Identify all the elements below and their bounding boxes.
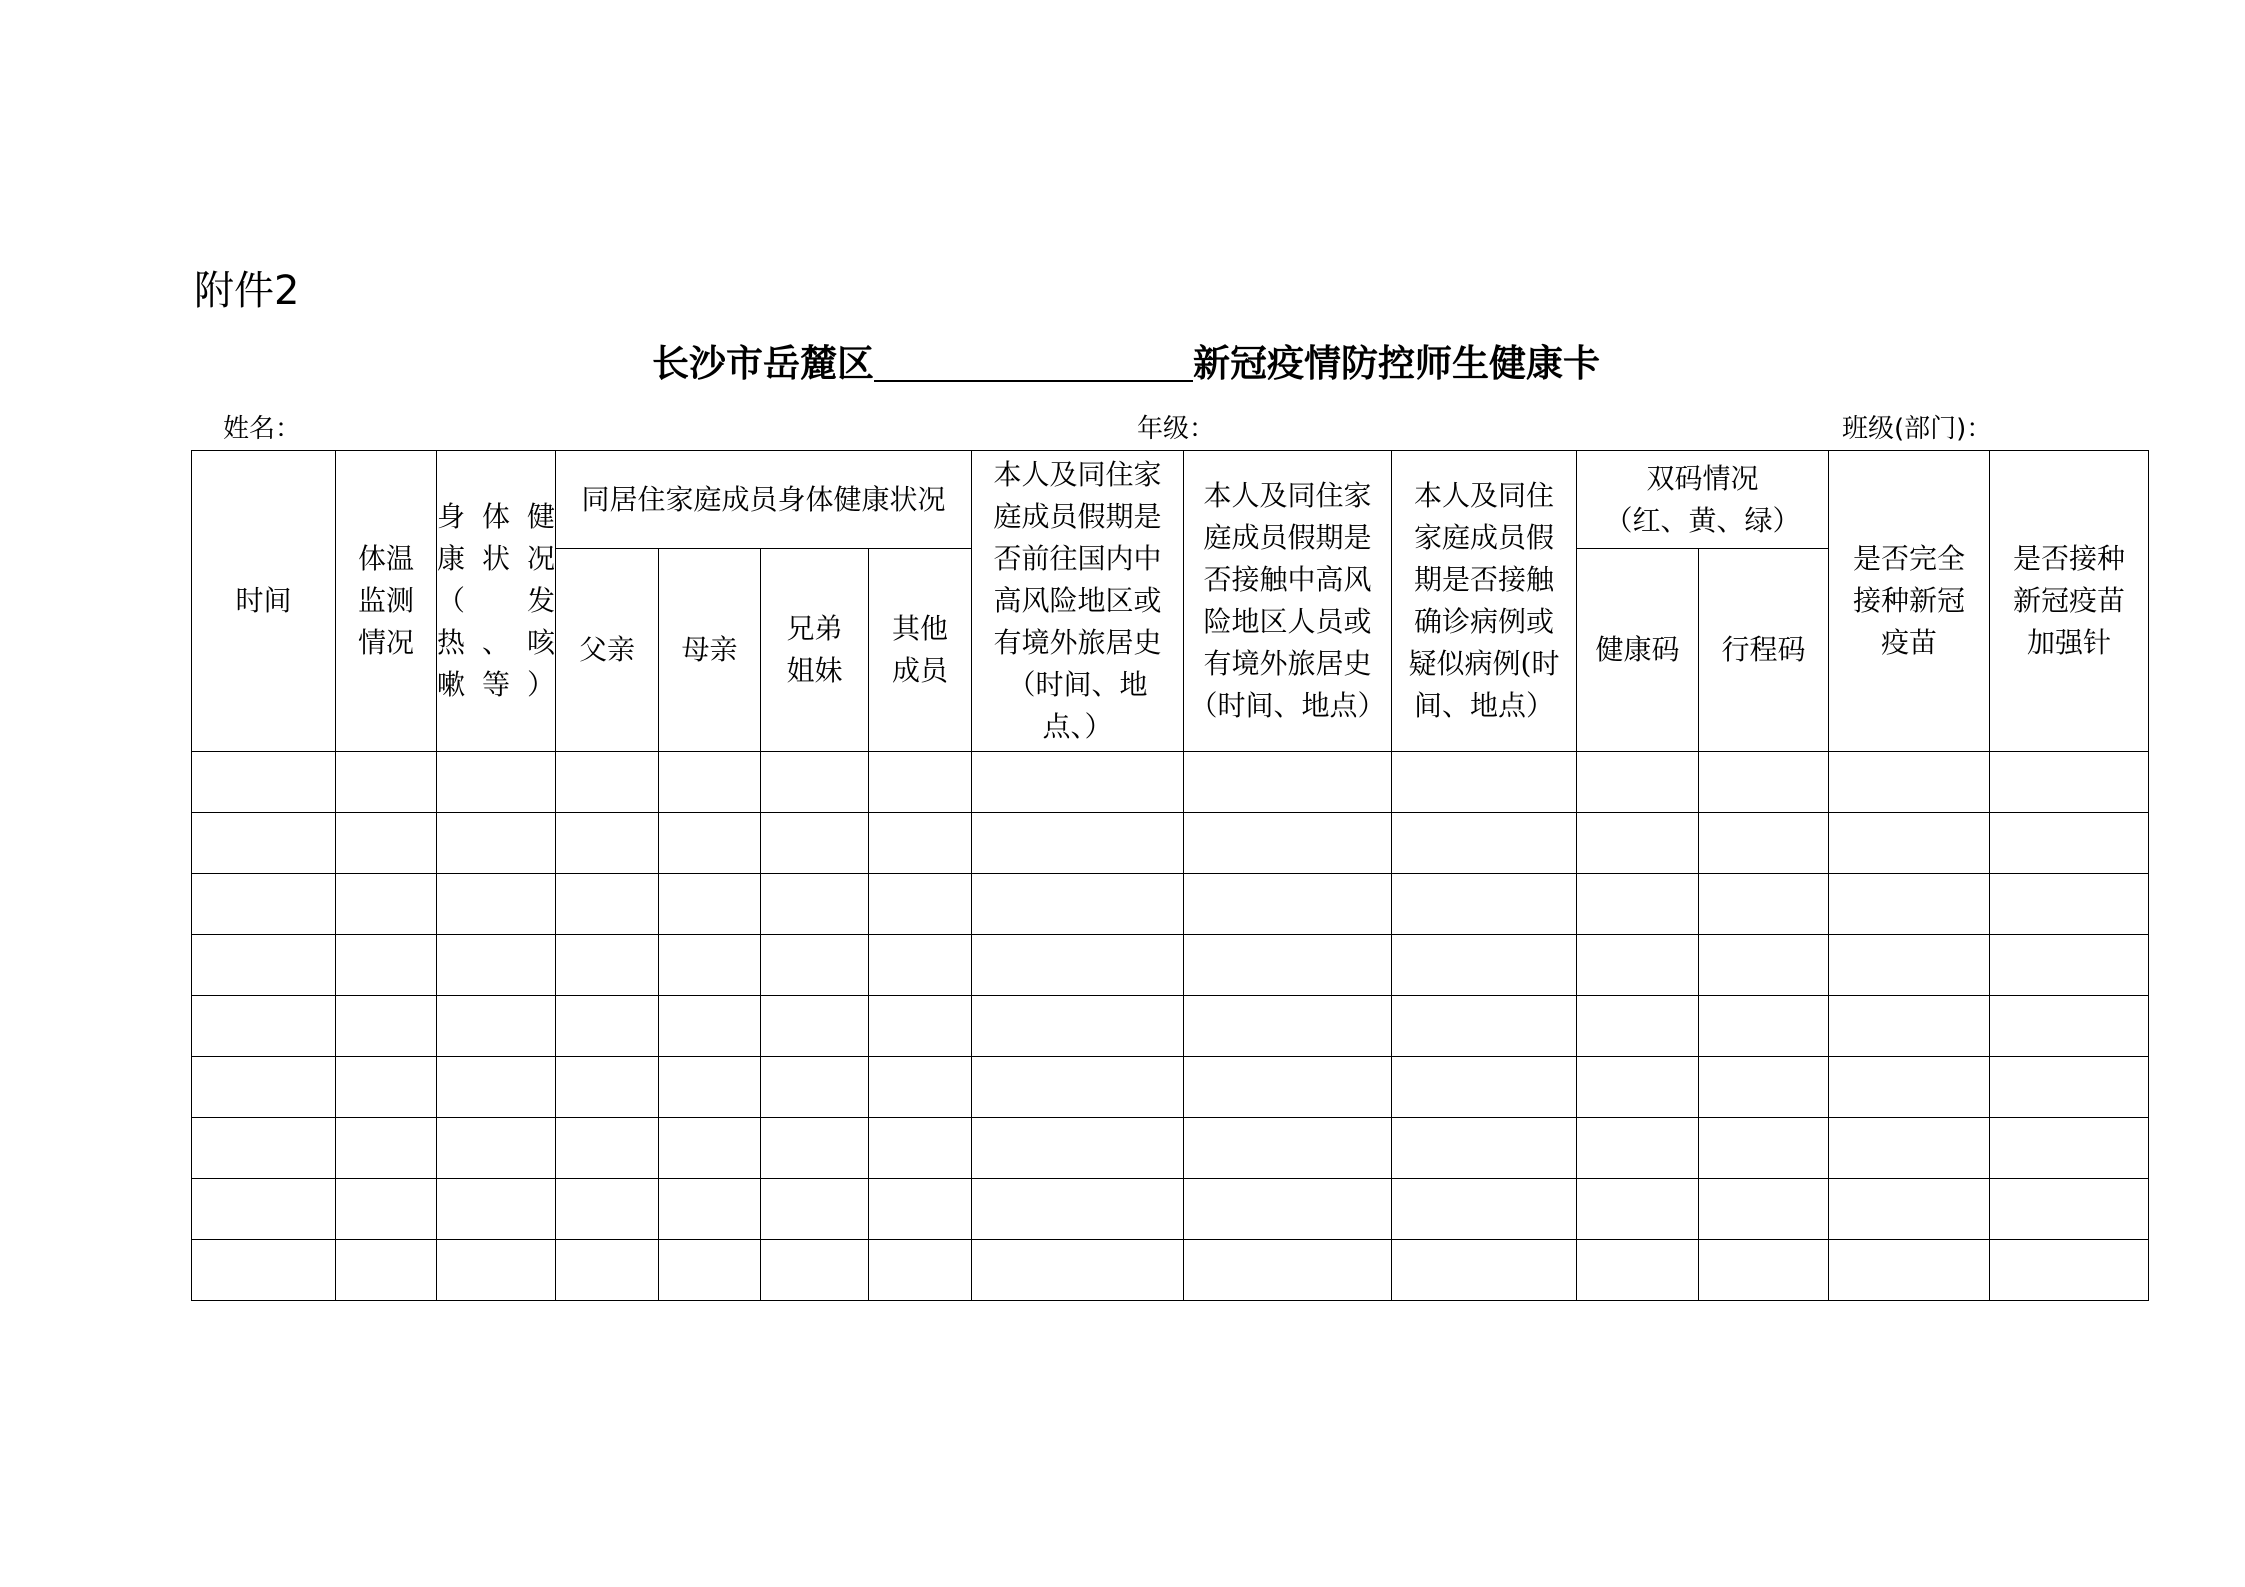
table-cell: [1990, 1118, 2149, 1179]
header-family-group-line: 同居住家庭成员身体健康状况: [581, 482, 946, 516]
table-cell: [437, 996, 556, 1057]
header-high-risk-contact-line: 险地区人员或: [1203, 605, 1372, 638]
table-cell: [1184, 1179, 1392, 1240]
header-time: [192, 451, 336, 752]
table-cell: [659, 752, 761, 813]
table-cell: [1577, 1179, 1699, 1240]
table-cell: [1577, 1057, 1699, 1118]
table-cell: [869, 874, 972, 935]
header-travel-history-line: 高风险地区或: [993, 584, 1162, 617]
table-cell: [192, 874, 336, 935]
table-cell: [1577, 874, 1699, 935]
table-cell: [1699, 1179, 1829, 1240]
header-travel-history-line: （时间、地: [1007, 668, 1148, 701]
table-cell: [659, 996, 761, 1057]
table-cell: [1829, 1179, 1990, 1240]
table-cell: [1392, 1118, 1577, 1179]
table-cell: [1990, 935, 2149, 996]
header-health-code: [1577, 549, 1699, 752]
table-cell: [1829, 1240, 1990, 1301]
table-cell: [761, 1179, 869, 1240]
table-cell: [336, 1179, 437, 1240]
table-cell: [1577, 1118, 1699, 1179]
table-cell: [761, 874, 869, 935]
table-cell: [192, 1118, 336, 1179]
title-suffix: 新冠疫情防控师生健康卡: [1193, 341, 1600, 385]
header-case-contact-line: 家庭成员假: [1414, 521, 1555, 554]
health-card-table: [191, 450, 2149, 1301]
table-cell: [437, 752, 556, 813]
table-row: [192, 1118, 2149, 1179]
header-high-risk-contact-line: 庭成员假期是: [1203, 521, 1372, 554]
table-cell: [336, 813, 437, 874]
header-travel-code-line: 行程码: [1721, 633, 1806, 666]
table-cell: [1392, 752, 1577, 813]
title-blank-line: [874, 350, 1193, 382]
table-header: [192, 451, 2149, 752]
table-cell: [1990, 1240, 2149, 1301]
table-cell: [1392, 813, 1577, 874]
table-cell: [1184, 1118, 1392, 1179]
table-row: [192, 1179, 2149, 1240]
header-father: [556, 549, 659, 752]
table-cell: [972, 1240, 1184, 1301]
table-cell: [192, 935, 336, 996]
table-cell: [192, 813, 336, 874]
table-cell: [1184, 874, 1392, 935]
table-cell: [1699, 935, 1829, 996]
table-cell: [659, 813, 761, 874]
table-row: [192, 813, 2149, 874]
header-case-contact-line: 期是否接触: [1414, 563, 1555, 596]
table-cell: [336, 1057, 437, 1118]
table-cell: [869, 813, 972, 874]
table-cell: [192, 752, 336, 813]
header-travel-history-line: 否前往国内中: [993, 542, 1162, 575]
header-case-contact-line: 确诊病例或: [1414, 605, 1555, 638]
table-cell: [1829, 874, 1990, 935]
header-high-risk-contact-line: 有境外旅居史: [1203, 647, 1372, 680]
table-cell: [1829, 752, 1990, 813]
table-cell: [192, 1057, 336, 1118]
table-cell: [1829, 996, 1990, 1057]
header-mother: [659, 549, 761, 752]
table-cell: [972, 813, 1184, 874]
table-cell: [437, 1118, 556, 1179]
table-cell: [761, 935, 869, 996]
table-cell: [659, 1057, 761, 1118]
table-cell: [1392, 1179, 1577, 1240]
table-cell: [761, 1057, 869, 1118]
header-travel-history-line: 有境外旅居史: [993, 626, 1162, 659]
table-cell: [1184, 935, 1392, 996]
table-cell: [761, 996, 869, 1057]
header-other-members-line: 其他: [892, 612, 949, 645]
table-cell: [1392, 935, 1577, 996]
table-cell: [336, 874, 437, 935]
table-cell: [972, 1057, 1184, 1118]
table-cell: [1829, 1057, 1990, 1118]
table-cell: [437, 874, 556, 935]
header-travel-history-line: 点、）: [1042, 710, 1113, 743]
header-travel-history-line: 本人及同住家: [993, 458, 1162, 491]
table-cell: [1699, 874, 1829, 935]
table-body: [192, 752, 2149, 1301]
header-health-status-line: 嗽等）: [437, 668, 555, 701]
table-row: [192, 1240, 2149, 1301]
header-dual-code-group-line: 双码情况: [1646, 461, 1759, 495]
table-row: [192, 752, 2149, 813]
table-cell: [437, 1057, 556, 1118]
table-cell: [659, 874, 761, 935]
table-cell: [761, 813, 869, 874]
table-cell: [761, 752, 869, 813]
table-cell: [1699, 752, 1829, 813]
header-travel-history-line: 庭成员假期是: [993, 500, 1162, 533]
header-temperature-line: 监测: [357, 584, 414, 617]
table-cell: [761, 1240, 869, 1301]
table-cell: [437, 935, 556, 996]
header-case-contact: [1392, 451, 1577, 752]
table-row: [192, 935, 2149, 996]
header-travel-code: [1699, 549, 1829, 752]
header-health-status-line: 热、咳: [437, 626, 555, 659]
table-cell: [1577, 813, 1699, 874]
header-booster-line: 是否接种: [2013, 542, 2126, 575]
header-case-contact-line: 间、地点）: [1414, 689, 1555, 722]
header-family-group: [556, 451, 972, 549]
header-other-members: [869, 549, 972, 752]
header-siblings-line: 姐妹: [786, 654, 843, 687]
class-label: 班级(部门)：: [1842, 414, 1993, 444]
table-cell: [336, 996, 437, 1057]
table-cell: [1184, 996, 1392, 1057]
table-cell: [1990, 813, 2149, 874]
table-cell: [1990, 1179, 2149, 1240]
table-cell: [659, 1179, 761, 1240]
header-health-status-line: 康状况: [437, 542, 555, 575]
header-health-status: [437, 451, 556, 752]
table-cell: [869, 1240, 972, 1301]
table-cell: [1829, 935, 1990, 996]
header-siblings-line: 兄弟: [786, 612, 843, 645]
table-cell: [1184, 813, 1392, 874]
header-high-risk-contact-line: 否接触中高风: [1203, 563, 1372, 596]
table-cell: [1577, 752, 1699, 813]
header-health-code-line: 健康码: [1595, 633, 1680, 666]
table-cell: [1392, 996, 1577, 1057]
header-fully-vaccinated-line: 是否完全: [1853, 542, 1966, 575]
table-cell: [192, 996, 336, 1057]
table-cell: [336, 1240, 437, 1301]
header-high-risk-contact-line: （时间、地点）: [1189, 689, 1386, 722]
header-health-status-line: （ 发: [437, 584, 555, 617]
header-case-contact-line: 本人及同住: [1414, 479, 1555, 512]
table-cell: [659, 1240, 761, 1301]
header-temperature-line: 情况: [357, 626, 414, 659]
table-cell: [437, 813, 556, 874]
name-label: 姓名：: [223, 414, 302, 444]
table-cell: [869, 752, 972, 813]
table-cell: [1990, 996, 2149, 1057]
page-title: [652, 340, 1600, 386]
table-cell: [869, 996, 972, 1057]
header-health-status-line: 身体健: [437, 500, 555, 533]
header-dual-code-group: [1577, 451, 1829, 549]
table-cell: [1990, 752, 2149, 813]
header-dual-code-group-line: （红、黄、绿）: [1604, 503, 1801, 537]
table-cell: [336, 935, 437, 996]
table-cell: [972, 1118, 1184, 1179]
table-cell: [869, 1057, 972, 1118]
header-booster: [1990, 451, 2149, 752]
table-cell: [1392, 1057, 1577, 1118]
table-cell: [1699, 813, 1829, 874]
table-cell: [972, 1179, 1184, 1240]
table-cell: [556, 935, 659, 996]
table-cell: [761, 1118, 869, 1179]
header-siblings: [761, 549, 869, 752]
table-cell: [437, 1179, 556, 1240]
table-cell: [659, 1118, 761, 1179]
grade-label: 年级：: [1137, 414, 1216, 444]
table-cell: [1829, 813, 1990, 874]
header-travel-history: [972, 451, 1184, 752]
table-row: [192, 1057, 2149, 1118]
header-time-line: 时间: [235, 584, 292, 617]
header-fully-vaccinated: [1829, 451, 1990, 752]
header-high-risk-contact: [1184, 451, 1392, 752]
table-cell: [1829, 1118, 1990, 1179]
header-mother-line: 母亲: [681, 633, 738, 666]
table-row: [192, 874, 2149, 935]
table-cell: [556, 813, 659, 874]
table-cell: [1577, 1240, 1699, 1301]
table-cell: [336, 1118, 437, 1179]
table-cell: [1577, 935, 1699, 996]
table-cell: [972, 874, 1184, 935]
table-cell: [1699, 1118, 1829, 1179]
table-cell: [659, 935, 761, 996]
table-cell: [869, 935, 972, 996]
header-booster-line: 新冠疫苗: [2013, 584, 2126, 617]
table-cell: [1699, 1240, 1829, 1301]
header-row-top: [192, 451, 2149, 549]
table-row: [192, 996, 2149, 1057]
header-case-contact-line: 疑似病例(时: [1408, 647, 1560, 680]
table-cell: [1990, 1057, 2149, 1118]
table-cell: [556, 1179, 659, 1240]
table-cell: [556, 996, 659, 1057]
table-cell: [1577, 996, 1699, 1057]
title-prefix: 长沙市岳麓区: [652, 341, 874, 385]
table-cell: [556, 1118, 659, 1179]
header-father-line: 父亲: [578, 633, 635, 666]
table-cell: [1392, 874, 1577, 935]
table-cell: [1990, 874, 2149, 935]
table-cell: [336, 752, 437, 813]
table-cell: [556, 752, 659, 813]
header-high-risk-contact-line: 本人及同住家: [1203, 479, 1372, 512]
table-cell: [556, 1240, 659, 1301]
header-fully-vaccinated-line: 接种新冠: [1853, 584, 1966, 617]
attachment-label: 附件2: [194, 268, 300, 314]
header-fully-vaccinated-line: 疫苗: [1881, 626, 1938, 659]
table-cell: [869, 1118, 972, 1179]
table-cell: [1184, 1240, 1392, 1301]
table-cell: [192, 1240, 336, 1301]
table-cell: [556, 874, 659, 935]
table-cell: [437, 1240, 556, 1301]
table-cell: [869, 1179, 972, 1240]
table-cell: [972, 935, 1184, 996]
table-cell: [972, 996, 1184, 1057]
table-cell: [1184, 1057, 1392, 1118]
table-cell: [192, 1179, 336, 1240]
header-temperature: [336, 451, 437, 752]
table-cell: [556, 1057, 659, 1118]
header-booster-line: 加强针: [2027, 626, 2112, 659]
table-cell: [1699, 1057, 1829, 1118]
header-temperature-line: 体温: [357, 542, 414, 575]
table-cell: [972, 752, 1184, 813]
header-other-members-line: 成员: [892, 654, 949, 687]
table-cell: [1184, 752, 1392, 813]
table-cell: [1392, 1240, 1577, 1301]
table-cell: [1699, 996, 1829, 1057]
